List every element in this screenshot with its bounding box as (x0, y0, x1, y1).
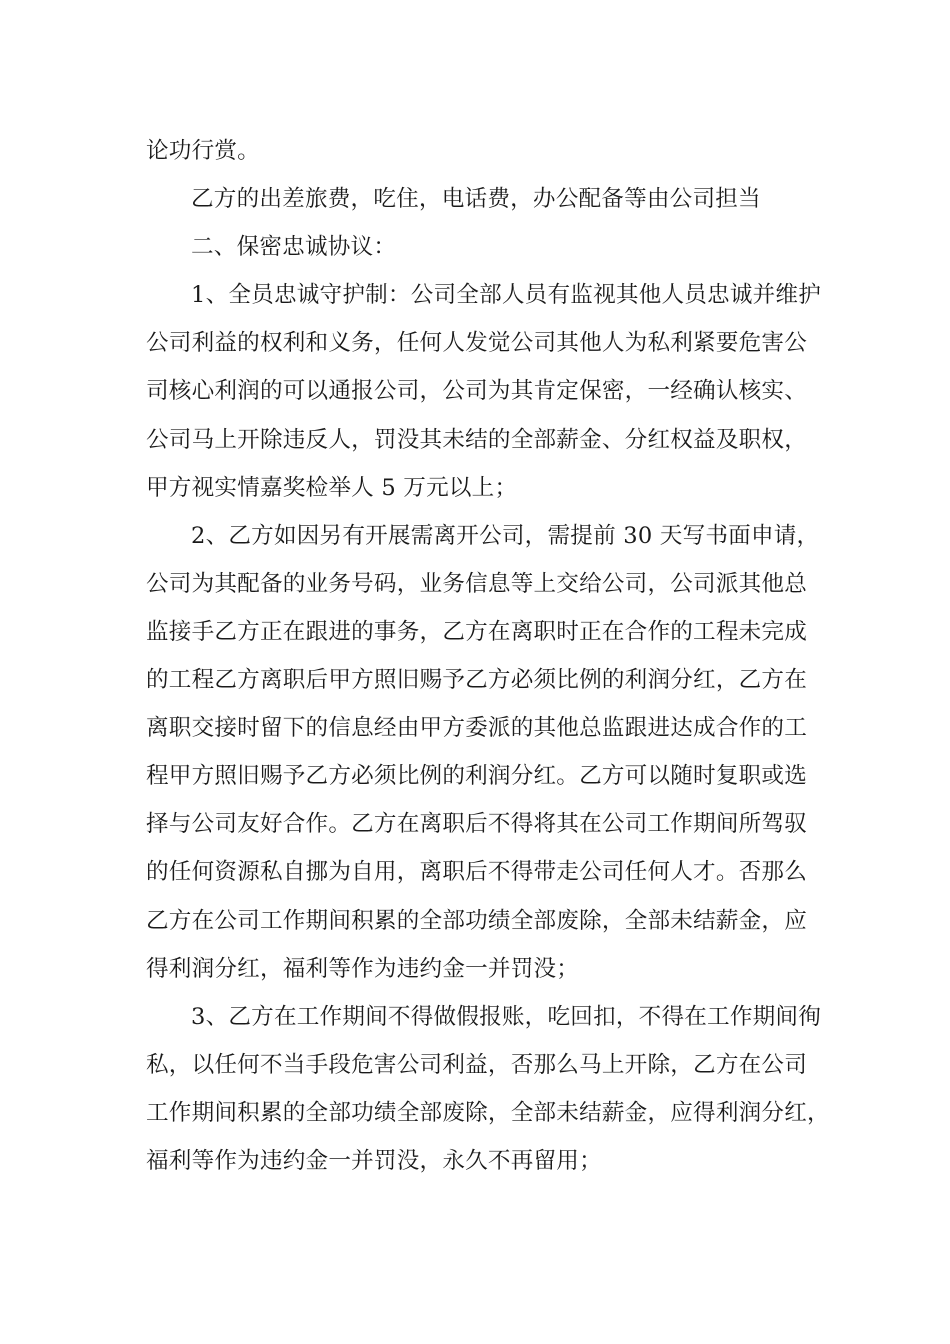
text-line: 得利润分红，福利等作为违约金一并罚没； (146, 955, 580, 982)
text-line: 乙方在公司工作期间积累的全部功绩全部废除，全部未结薪金，应 (146, 907, 808, 934)
text-line: 离职交接时留下的信息经由甲方委派的其他总监跟进达成合作的工 (146, 715, 808, 742)
text-line: 2、乙方如因另有开展需离开公司，需提前 30 天写书面申请， (191, 522, 820, 549)
text-line: 工作期间积累的全部功绩全部废除，全部未结薪金，应得利润分红， (146, 1099, 830, 1126)
text-line: 公司利益的权利和义务，任何人发觉公司其他人为私利紧要危害公 (146, 330, 808, 357)
text-line: 乙方的出差旅费，吃住，电话费，办公配备等由公司担当 (191, 186, 761, 213)
text-line: 监接手乙方正在跟进的事务，乙方在离职时正在合作的工程未完成 (146, 618, 808, 645)
text-line: 公司为其配备的业务号码，业务信息等上交给公司，公司派其他总 (146, 570, 808, 597)
text-line: 司核心利润的可以通报公司，公司为其肯定保密，一经确认核实、 (146, 378, 808, 405)
text-line: 的任何资源私自挪为自用，离职后不得带走公司任何人才。否那么 (146, 859, 808, 886)
text-line: 择与公司友好合作。乙方在离职后不得将其在公司工作期间所驾驭 (146, 811, 808, 838)
text-line: 程甲方照旧赐予乙方必须比例的利润分红。乙方可以随时复职或选 (146, 763, 808, 790)
section-heading: 二、保密忠诚协议： (191, 234, 397, 261)
text-line: 论功行赏。 (146, 138, 260, 164)
text-line: 福利等作为违约金一并罚没，永久不再留用； (146, 1147, 602, 1174)
text-line: 的工程乙方离职后甲方照旧赐予乙方必须比例的利润分红，乙方在 (146, 667, 808, 694)
text-line: 1、全员忠诚守护制：公司全部人员有监视其他人员忠诚并维护 (191, 282, 822, 309)
text-line: 3、乙方在工作期间不得做假报账，吃回扣，不得在工作期间徇 (191, 1003, 822, 1030)
text-line: 私，以任何不当手段危害公司利益，否那么马上开除，乙方在公司 (146, 1051, 808, 1078)
text-line: 公司马上开除违反人，罚没其未结的全部薪金、分红权益及职权， (146, 426, 808, 453)
document-body (146, 127, 830, 1185)
text-line: 甲方视实情嘉奖检举人 5 万元以上； (146, 474, 518, 501)
